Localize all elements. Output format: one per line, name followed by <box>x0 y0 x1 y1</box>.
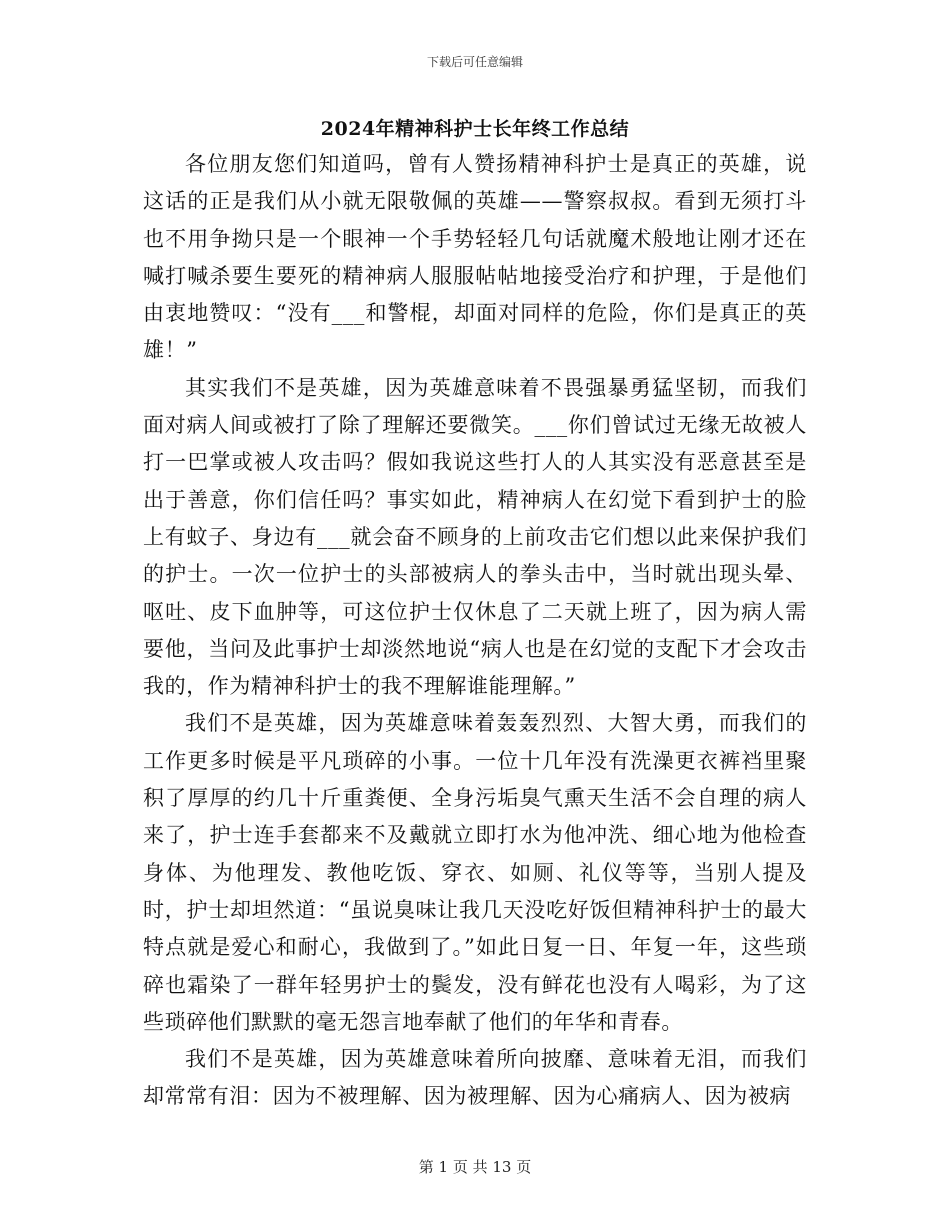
document-title: 2024年精神科护士长年终工作总结 <box>320 118 630 140</box>
paragraph: 各位朋友您们知道吗，曾有人赞扬精神科护士是真正的英雄，说这话的正是我们从小就无限敬佩的英雄——警察叔叔。看到无须打斗也不用争拗只是一个眼神一个手势轻轻几句话就魔术般地让刚才还在喊打喊杀要生要死的精神病人服服帖帖地接受治疗和护理，于是他们由衷地赞叹：“没有___和警棍，却面对同样的危险，你们是真正的英雄！” <box>143 152 807 363</box>
document-body <box>143 146 807 1116</box>
page-number: 第 1 页 共 13 页 <box>418 1158 532 1176</box>
page-header-note: 下载后可任意编辑 <box>426 55 523 69</box>
paragraph: 我们不是英雄，因为英雄意味着轰轰烈烈、大智大勇，而我们的工作更多时候是平凡琐碎的小事。一位十几年没有洗澡更衣裤裆里聚积了厚厚的约几十斤重粪便、全身污垢臭气熏天生活不会自理的病人来了，护士连手套都来不及戴就立即打水为他冲洗、细心地为他检查身体、为他理发、教他吃饭、穿衣、如厕、礼仪等等，当别人提及时，护士却坦然道：“虽说臭味让我几天没吃好饭但精神科护士的最大特点就是爱心和耐心，我做到了。”如此日复一日、年复一年，这些琐碎也霜染了一群年轻男护士的鬓发，没有鲜花也没有人喝彩，为了这些琐碎他们默默的毫无怨言地奉献了他们的年华和青春。 <box>143 711 807 1034</box>
paragraph: 我们不是英雄，因为英雄意味着所向披靡、意味着无泪，而我们却常常有泪：因为不被理解、因为被理解、因为心痛病人、因为被病 <box>143 1047 807 1109</box>
paragraph: 其实我们不是英雄，因为英雄意味着不畏强暴勇猛坚韧，而我们面对病人间或被打了除了理解还要微笑。___你们曾试过无缘无故被人打一巴掌或被人攻击吗？假如我说这些打人的人其实没有恶意甚至是出于善意，你们信任吗？事实如此，精神病人在幻觉下看到护士的脸上有蚊子、身边有___就会奋不顾身的上前攻击它们想以此来保护我们的护士。一次一位护士的头部被病人的拳头击中，当时就出现头晕、呕吐、皮下血肿等，可这位护士仅休息了二天就上班了，因为病人需要他，当问及此事护士却淡然地说“病人也是在幻觉的支配下才会攻击我的，作为精神科护士的我不理解谁能理解。” <box>143 375 807 699</box>
